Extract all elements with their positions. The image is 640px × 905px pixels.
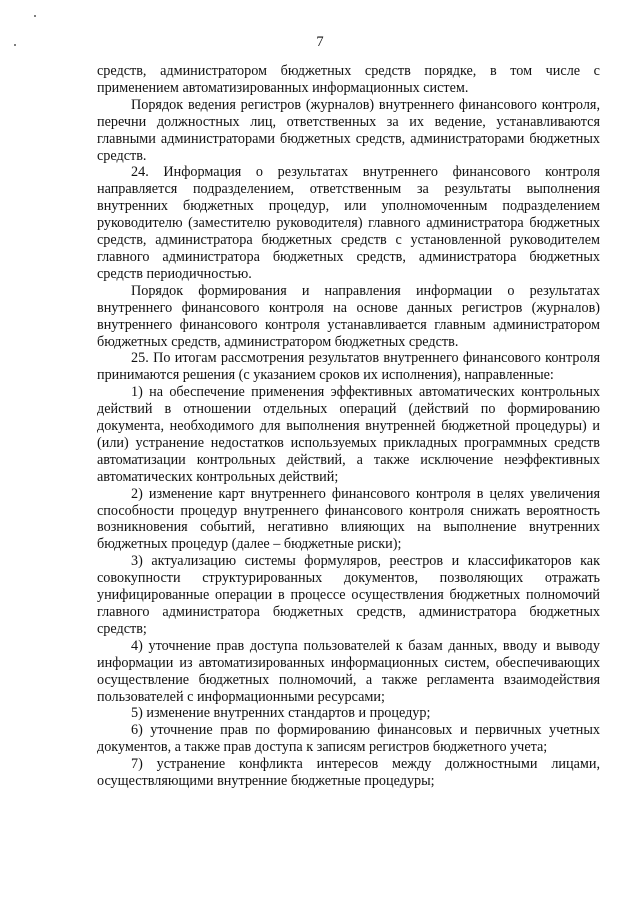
paragraph: средств, администратором бюджетных средств порядке, в том числе с применением автоматизированных информационных систем. <box>97 63 600 96</box>
paragraph: 24. Информация о результатах внутреннего финансового контроля направляется подразделением, ответственным за результаты выполнения внутренних бюджетных процедур, или уполномоченным подразделением руководителю (заместителю руководителя) главного администратора бюджетных средств, администратора бюджетных средств с установленной руководителем главного администратора бюджетных средств, администратора бюджетных средств периодичностью. <box>97 164 600 282</box>
document-body <box>97 63 600 790</box>
scan-speck <box>34 15 36 17</box>
paragraph: 25. По итогам рассмотрения результатов внутреннего финансового контроля принимаются решения (с указанием сроков их исполнения), направленные: <box>97 350 600 384</box>
list-item: 6) уточнение прав по формированию финансовых и первичных учетных документов, а также прав доступа к записям регистров бюджетного учета; <box>97 722 600 756</box>
page-number: 7 <box>316 34 324 50</box>
list-item: 2) изменение карт внутреннего финансового контроля в целях увеличения способности процедур внутреннего финансового контроля снижать вероятность возникновения событий, негативно влияющих на выполнение внутренних бюджетных процедур (далее – бюджетные риски); <box>97 485 600 553</box>
list-item: 3) актуализацию системы формуляров, реестров и классификаторов как совокупности структурированных документов, позволяющих отражать унифицированные операции в процессе осуществления бюджетных полномочий главного администратора бюджетных средств, администратора бюджетных средств; <box>97 553 600 637</box>
paragraph: Порядок формирования и направления информации о результатах внутреннего финансового контроля на основе данных регистров (журналов) внутреннего финансового контроля устанавливается главным администратором бюджетных средств, администратором бюджетных средств. <box>97 282 600 350</box>
list-item: 7) устранение конфликта интересов между должностными лицами, осуществляющими внутренние бюджетные процедуры; <box>97 756 600 790</box>
paragraph: Порядок ведения регистров (журналов) внутреннего финансового контроля, перечни должностных лиц, ответственных за их ведение, устанавливаются главными администраторами бюджетных средств, администраторами бюджетных средств. <box>97 96 600 164</box>
list-item: 5) изменение внутренних стандартов и процедур; <box>131 705 431 722</box>
list-item: 4) уточнение прав доступа пользователей к базам данных, вводу и выводу информации из автоматизированных информационных систем, обеспечивающих осуществление бюджетных полномочий, а также регламента взаимодействия пользователей с информационными ресурсами; <box>97 637 600 705</box>
list-item: 1) на обеспечение применения эффективных автоматических контрольных действий в отношении отдельных операций (действий по формированию документа, необходимого для выполнения внутренней бюджетной процедуры) и (или) устранение недостатков используемых прикладных программных средств автоматизации контрольных действий, а также исключение неэффективных автоматических контрольных действий; <box>97 384 600 485</box>
